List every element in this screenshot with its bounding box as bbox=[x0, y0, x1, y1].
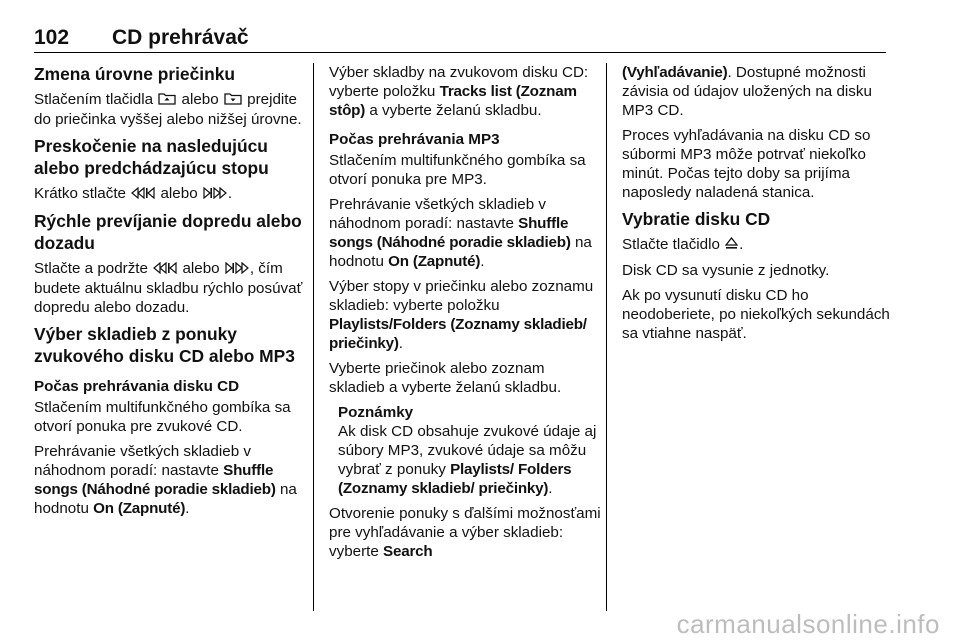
column-2 bbox=[329, 63, 601, 567]
paragraph: Disk CD sa vysunie z jednotky. bbox=[622, 262, 830, 279]
folder-up-icon bbox=[158, 91, 176, 110]
skip-previous-icon bbox=[131, 185, 155, 204]
menu-value-on: On (Zapnuté) bbox=[388, 253, 481, 270]
paragraph: Krátko stlačte alebo . bbox=[34, 185, 233, 202]
column-1 bbox=[34, 63, 306, 524]
skip-next-icon bbox=[225, 260, 249, 279]
paragraph: Prehrávanie všetkých skladieb v náhodnom poradí: nastavte Shuffle songs (Náhodné poradie skladieb) na hodnotu On (Zapnuté). bbox=[329, 196, 592, 270]
menu-option-playlists: Playlists/Folders (Zoznamy skladieb/ priečinky) bbox=[329, 316, 587, 352]
section-heading: Preskočenie na nasledujúcu alebo predchádzajúcu stopu bbox=[34, 136, 269, 178]
column-divider-2 bbox=[606, 63, 607, 611]
menu-option-shuffle: Shuffle songs (Náhodné poradie skladieb) bbox=[329, 215, 571, 251]
menu-option-playlists: Playlists/ Folders (Zoznamy skladieb/ priečinky) bbox=[338, 461, 572, 497]
header-divider bbox=[34, 52, 886, 53]
paragraph: (Vyhľadávanie). Dostupné možnosti závisia od údajov uložených na disku MP3 CD. bbox=[622, 64, 872, 119]
chapter-title: CD prehrávač bbox=[112, 26, 249, 49]
menu-option-shuffle: Shuffle songs (Náhodné poradie skladieb) bbox=[34, 462, 276, 498]
folder-down-icon bbox=[224, 91, 242, 110]
section-heading: Vybratie disku CD bbox=[622, 209, 771, 229]
paragraph: Výber stopy v priečinku alebo zoznamu skladieb: vyberte položku Playlists/Folders (Zoznamy skladieb/ priečinky). bbox=[329, 278, 594, 352]
skip-next-icon bbox=[203, 185, 227, 204]
paragraph: Prehrávanie všetkých skladieb v náhodnom poradí: nastavte Shuffle songs (Náhodné poradie skladieb) na hodnotu On (Zapnuté). bbox=[34, 443, 297, 517]
paragraph: Proces vyhľadávania na disku CD so súbormi MP3 môže potrvať niekoľko minút. Počas tejto doby sa prijíma naposledy naladená stanica. bbox=[622, 127, 871, 201]
note-text: Ak disk CD obsahuje zvukové údaje aj súbory MP3, zvukové údaje sa môžu vybrať z ponuky Playlists/ Folders (Zoznamy skladieb/ priečinky). bbox=[338, 423, 597, 497]
note-box bbox=[338, 403, 601, 498]
menu-option-search: Search bbox=[383, 543, 433, 560]
eject-icon bbox=[725, 236, 738, 255]
paragraph: Ak po vysunutí disku CD ho neodoberiete, po niekoľkých sekundách sa vtiahne naspäť. bbox=[622, 287, 890, 342]
column-divider-1 bbox=[313, 63, 314, 611]
menu-option-tracks-list: Tracks list (Zoznam stôp) bbox=[329, 83, 577, 119]
subsection-heading: Počas prehrávania disku CD bbox=[34, 378, 240, 395]
paragraph: Stlačte tlačidlo . bbox=[622, 236, 744, 253]
paragraph: Stlačte a podržte alebo , čím budete aktuálnu skladbu rýchlo posúvať dopredu alebo dozadu. bbox=[34, 260, 303, 316]
note-title: Poznámky bbox=[338, 404, 414, 421]
page-header bbox=[34, 22, 886, 52]
column-3 bbox=[622, 63, 894, 349]
menu-option-search-continued: (Vyhľadávanie) bbox=[622, 64, 728, 81]
section-heading: Zmena úrovne priečinku bbox=[34, 64, 236, 84]
paragraph: Výber skladby na zvukovom disku CD: vyberte položku Tracks list (Zoznam stôp) a vyberte želanú skladbu. bbox=[329, 64, 589, 119]
paragraph: Stlačením tlačidla alebo prejdite do priečinka vyššej alebo nižšej úrovne. bbox=[34, 91, 302, 128]
paragraph: Vyberte priečinok alebo zoznam skladieb a vyberte želanú skladbu. bbox=[329, 360, 562, 396]
paragraph: Stlačením multifunkčného gombíka sa otvorí ponuka pre zvukové CD. bbox=[34, 399, 291, 435]
watermark: carmanualsonline.info bbox=[676, 609, 940, 639]
subsection-heading: Počas prehrávania MP3 bbox=[329, 131, 500, 148]
paragraph: Otvorenie ponuky s ďalšími možnosťami pre vyhľadávanie a výber skladieb: vyberte Search bbox=[329, 505, 601, 560]
menu-value-on: On (Zapnuté) bbox=[93, 500, 186, 517]
skip-previous-icon bbox=[153, 260, 177, 279]
page-number: 102 bbox=[34, 26, 70, 49]
section-heading: Výber skladieb z ponuky zvukového disku CD alebo MP3 bbox=[34, 324, 295, 366]
section-heading: Rýchle prevíjanie dopredu alebo dozadu bbox=[34, 211, 302, 253]
paragraph: Stlačením multifunkčného gombíka sa otvorí ponuka pre MP3. bbox=[329, 152, 586, 188]
